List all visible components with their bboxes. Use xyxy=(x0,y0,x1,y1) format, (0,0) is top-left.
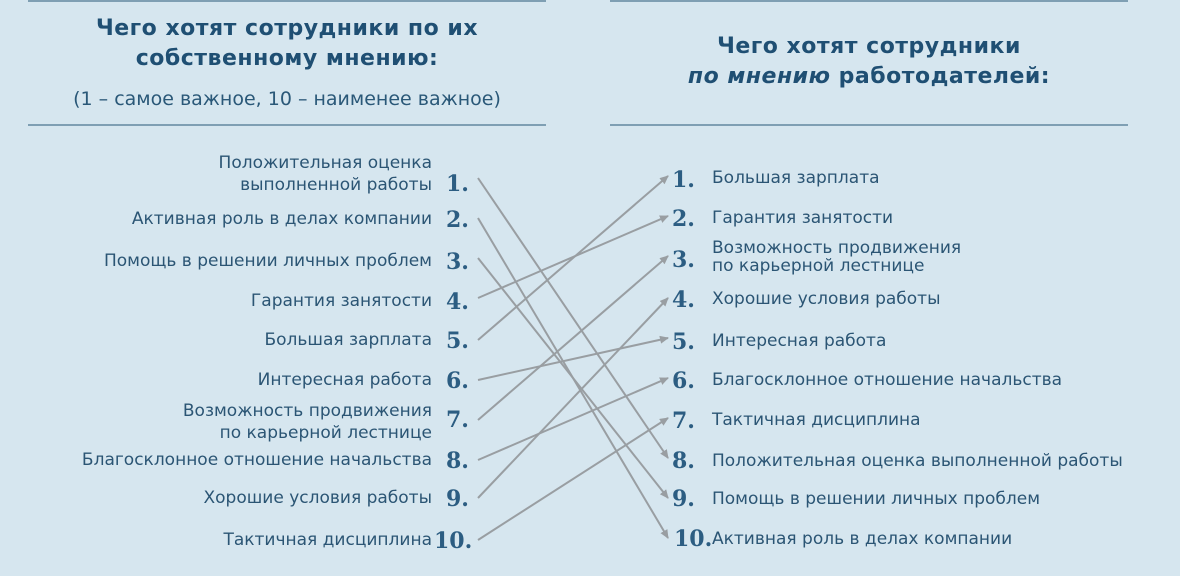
right-item-num-8: 8. xyxy=(672,448,695,474)
right-item-label-8: Положительная оценка выполненной работы xyxy=(712,451,1123,471)
right-title-rest: работодателей: xyxy=(838,64,1051,89)
left-item-label-3: Помощь в решении личных проблем xyxy=(103,251,432,271)
arrow-9-to-4 xyxy=(478,298,668,498)
right-item-num-2: 2. xyxy=(672,206,695,232)
arrow-6-to-5 xyxy=(478,338,668,380)
left-item-label-1 xyxy=(219,152,432,196)
left-item-label-10: Тактичная дисциплина xyxy=(223,530,432,550)
right-item-3-line2: по карьерной лестнице xyxy=(712,256,925,276)
right-item-num-3: 3. xyxy=(672,247,695,273)
arrow-8-to-6 xyxy=(478,378,668,460)
left-item-num-5: 5. xyxy=(446,328,469,354)
left-item-7-line2: по карьерной лестнице xyxy=(219,423,432,443)
left-subtitle: (1 – самое важное, 10 – наименее важное) xyxy=(73,88,501,110)
left-item-7-line1: Возможность продвижения xyxy=(182,401,432,421)
right-item-label-10: Активная роль в делах компании xyxy=(712,529,1013,549)
right-item-label-3 xyxy=(712,239,961,275)
right-item-num-5: 5. xyxy=(672,329,695,355)
left-item-num-9: 9. xyxy=(446,486,469,512)
left-item-num-1: 1. xyxy=(446,171,469,197)
left-title-line2: собственному мнению: xyxy=(135,46,439,71)
left-item-num-3: 3. xyxy=(446,249,469,275)
left-item-num-4: 4. xyxy=(446,289,469,315)
left-item-num-6: 6. xyxy=(446,368,469,394)
right-item-num-10: 10. xyxy=(674,526,713,552)
left-item-label-9: Хорошие условия работы xyxy=(203,488,432,508)
left-item-label-5: Большая зарплата xyxy=(264,330,432,350)
right-item-label-4: Хорошие условия работы xyxy=(712,289,941,309)
arrow-10-to-7 xyxy=(478,418,668,540)
left-item-num-10: 10. xyxy=(434,528,473,554)
left-item-num-8: 8. xyxy=(446,448,469,474)
arrow-7-to-3 xyxy=(478,256,668,420)
right-item-num-1: 1. xyxy=(672,167,695,193)
left-item-num-7: 7. xyxy=(446,407,469,433)
left-item-1-line1: Положительная оценка xyxy=(218,153,432,173)
left-item-num-2: 2. xyxy=(446,207,469,233)
left-item-label-6: Интересная работа xyxy=(257,370,432,390)
right-title-italic: по мнению xyxy=(687,64,831,89)
left-item-label-4: Гарантия занятости xyxy=(250,291,432,311)
left-item-label-8: Благосклонное отношение начальства xyxy=(81,450,432,470)
right-item-num-9: 9. xyxy=(672,486,695,512)
right-item-num-4: 4. xyxy=(672,287,695,313)
right-title-line1: Чего хотят сотрудники xyxy=(717,34,1021,59)
left-title-line1: Чего хотят сотрудники по их xyxy=(95,16,479,41)
arrow-1-to-8 xyxy=(478,178,668,458)
right-item-label-9: Помощь в решении личных проблем xyxy=(712,489,1041,509)
left-item-label-7 xyxy=(183,400,432,444)
right-item-label-7: Тактичная дисциплина xyxy=(712,410,921,430)
arrow-3-to-9 xyxy=(478,258,668,498)
right-item-label-2: Гарантия занятости xyxy=(712,208,894,228)
left-item-1-line2: выполненной работы xyxy=(240,175,432,195)
right-item-label-1: Большая зарплата xyxy=(712,168,880,188)
right-item-label-6: Благосклонное отношение начальства xyxy=(712,370,1063,390)
right-item-num-6: 6. xyxy=(672,368,695,394)
right-item-num-7: 7. xyxy=(672,408,695,434)
left-item-label-2: Активная роль в делах компании xyxy=(131,209,432,229)
arrow-5-to-1 xyxy=(478,176,668,340)
right-item-label-5: Интересная работа xyxy=(712,331,887,351)
right-item-3-line1: Возможность продвижения xyxy=(712,238,962,258)
